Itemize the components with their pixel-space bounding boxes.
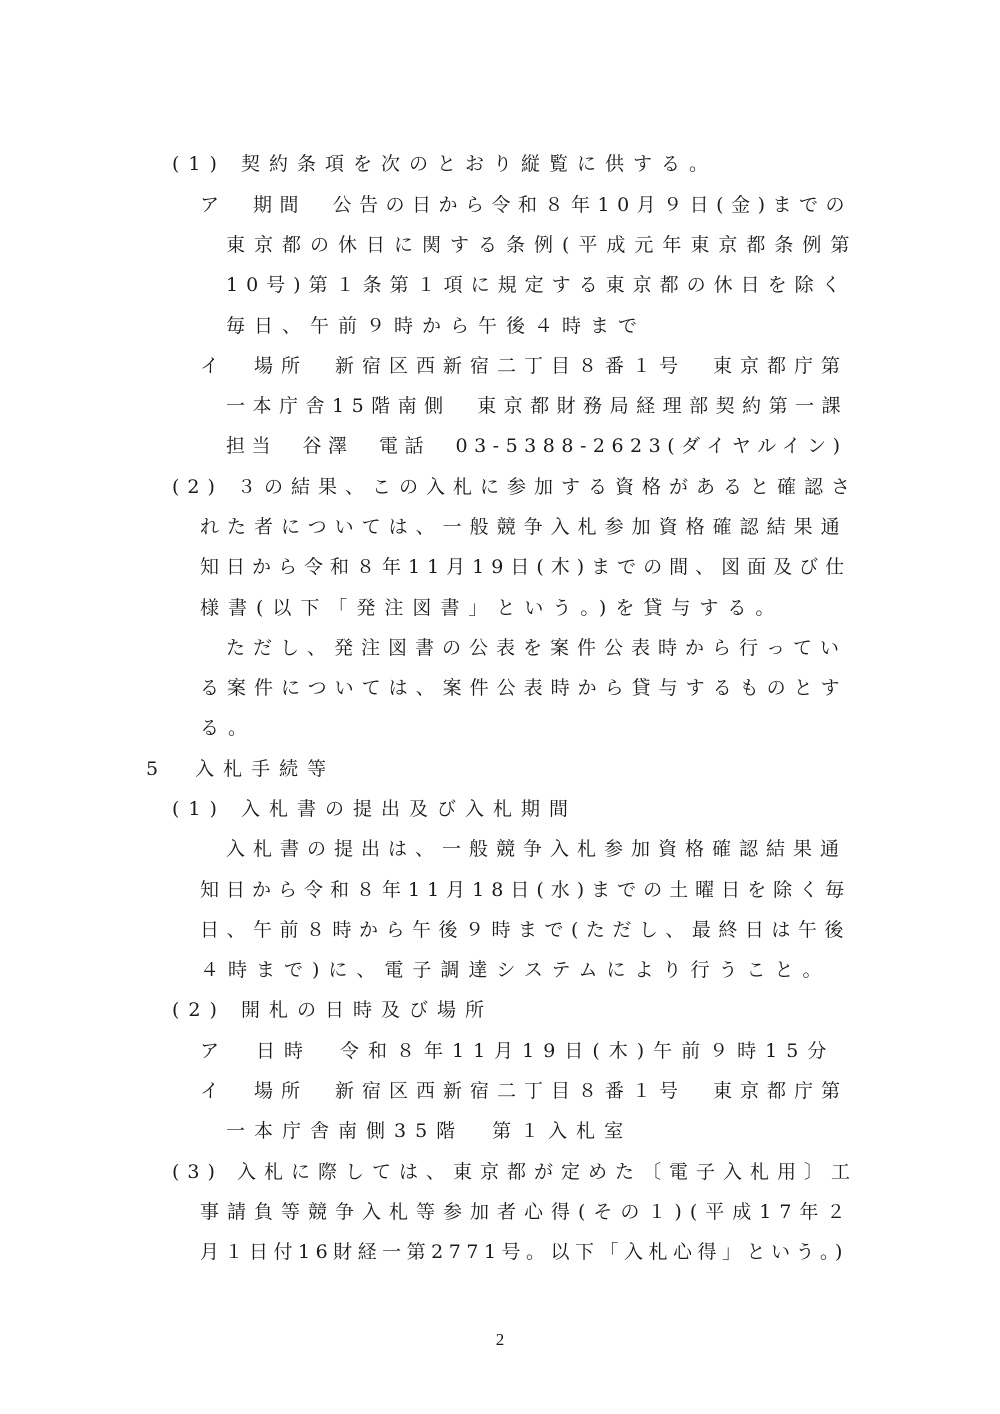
text-line: れた者については、一般競争入札参加資格確認結果通 — [200, 516, 848, 538]
text-line: 一本庁舎南側35階 第１入札室 — [226, 1120, 633, 1142]
text-line: 日、午前８時から午後９時まで(ただし、最終日は午後 — [200, 919, 851, 941]
text-line: (1) 契約条項を次のとおり縦覧に供する。 — [172, 153, 717, 175]
text-line: イ 場所 新宿区西新宿二丁目８番１号 東京都庁第 — [200, 1080, 849, 1102]
text-line: 東京都の休日に関する条例(平成元年東京都条例第 — [226, 234, 859, 256]
text-line: 担当 谷澤 電話 03-5388-2623(ダイヤルイン) — [226, 435, 847, 457]
text-line: 一本庁舎15階南側 東京都財務局経理部契約第一課 — [226, 395, 849, 417]
text-line: 入札書の提出は、一般競争入札参加資格確認結果通 — [226, 838, 848, 860]
text-line: イ 場所 新宿区西新宿二丁目８番１号 東京都庁第 — [200, 355, 849, 377]
text-line: 知日から令和８年11月18日(水)までの土曜日を除く毎 — [200, 879, 852, 901]
text-line: (2) 開札の日時及び場所 — [172, 999, 493, 1021]
text-line: る。 — [200, 717, 257, 739]
text-line: 毎日、午前９時から午後４時まで — [226, 315, 647, 337]
text-line: ４時まで)に、電子調達システムにより行うこと。 — [200, 959, 831, 981]
text-line: る案件については、案件公表時から貸与するものとす — [200, 677, 848, 699]
text-line: ア 日時 令和８年11月19日(木)午前９時15分 — [200, 1040, 836, 1062]
text-line: (2) ３の結果、この入札に参加する資格があると確認さ — [172, 476, 858, 498]
text-line: ア 期間 公告の日から令和８年10月９日(金)までの — [200, 194, 853, 216]
text-line: (3) 入札に際しては、東京都が定めた〔電子入札用〕工 — [172, 1161, 858, 1183]
text-line: 知日から令和８年11月19日(木)までの間、図面及び仕 — [200, 556, 852, 578]
text-line: (1) 入札書の提出及び入札期間 — [172, 798, 577, 820]
text-line: 月１日付16財経一第2771号。以下「入札心得」という。) — [200, 1241, 848, 1263]
section-heading: 5 入札手続等 — [146, 758, 336, 780]
text-line: 事請負等競争入札等参加者心得(その１)(平成17年２ — [200, 1201, 854, 1223]
text-line: 10号)第１条第１項に規定する東京都の休日を除く — [226, 274, 849, 296]
page-number: 2 — [495, 1330, 505, 1349]
text-line: 様書(以下「発注図書」という。)を貸与する。 — [200, 597, 784, 619]
text-line: ただし、発注図書の公表を案件公表時から行ってい — [226, 637, 848, 659]
